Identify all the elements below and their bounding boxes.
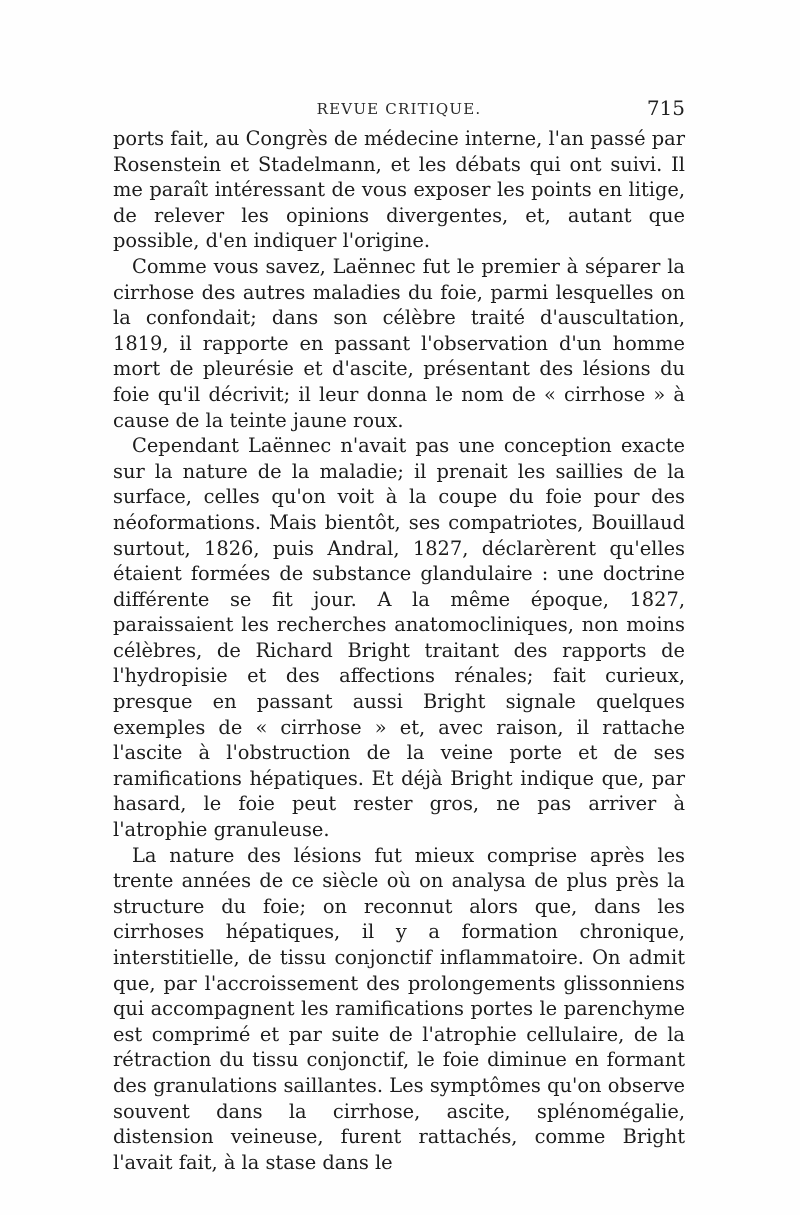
- paragraph-laennec: Comme vous savez, Laënnec fut le premier à séparer la cirrhose des autres maladies du foie, parmi lesquelles on la confondait; dans son célèbre traité d'auscultation, 1819, il rapporte en passant l'observation d'un homme mort de pleurésie et d'ascite, présentant des lésions du foie qu'il décrivit; il leur donna le nom de « cirrhose » à cause de la teinte jaune roux.: [113, 254, 685, 432]
- page-number: 715: [646, 96, 685, 120]
- paragraph-bright: Cependant Laënnec n'avait pas une conception exacte sur la nature de la maladie; il prenait les saillies de la surface, celles qu'on voit à la coupe du foie pour des néoformations. Mais bientôt, ses compatriotes, Bouillaud surtout, 1826, puis Andral, 1827, déclarèrent qu'elles étaient formées de substance glandulaire : une doctrine différente se fit jour. A la même époque, 1827, paraissaient les recherches anatomocliniques, non moins célèbres, de Richard Bright traitant des rapports de l'hydropisie et des affections rénales; fait curieux, presque en passant aussi Bright signale quelques exemples de « cirrhose » et, avec raison, il rattache l'ascite à l'obstruction de la veine porte et de ses ramifications hépatiques. Et déjà Bright indique que, par hasard, le foie peut rester gros, ne pas arriver à l'atrophie granuleuse.: [113, 434, 685, 842]
- running-head: REVUE CRITIQUE.: [316, 100, 482, 118]
- paragraph-continuation: ports fait, au Congrès de médecine interne, l'an passé par Rosenstein et Stadelmann, et les débats qui ont suivi. Il me paraît intéressant de vous exposer les points en litige, de relever les opinions divergentes, et, autant que possible, d'en indiquer l'origine.: [113, 127, 685, 253]
- body-text: [113, 126, 685, 1175]
- page-header: [113, 96, 685, 122]
- paragraph-lesions: La nature des lésions fut mieux comprise après les trente années de ce siècle où on analysa de plus près la structure du foie; on reconnut alors que, dans les cirrhoses hépatiques, il y a formation chronique, interstitielle, de tissu conjonctif inflammatoire. On admit que, par l'accroissement des prolongements glissonniens qui accompagnent les ramifications portes le parenchyme est comprimé et par suite de l'atrophie cellulaire, de la rétraction du tissu conjonctif, le foie diminue en formant des granulations saillantes. Les symptômes qu'on observe souvent dans la cirrhose, ascite, splénomégalie, distension veineuse, furent rattachés, comme Bright l'avait fait, à la stase dans le: [113, 843, 685, 1174]
